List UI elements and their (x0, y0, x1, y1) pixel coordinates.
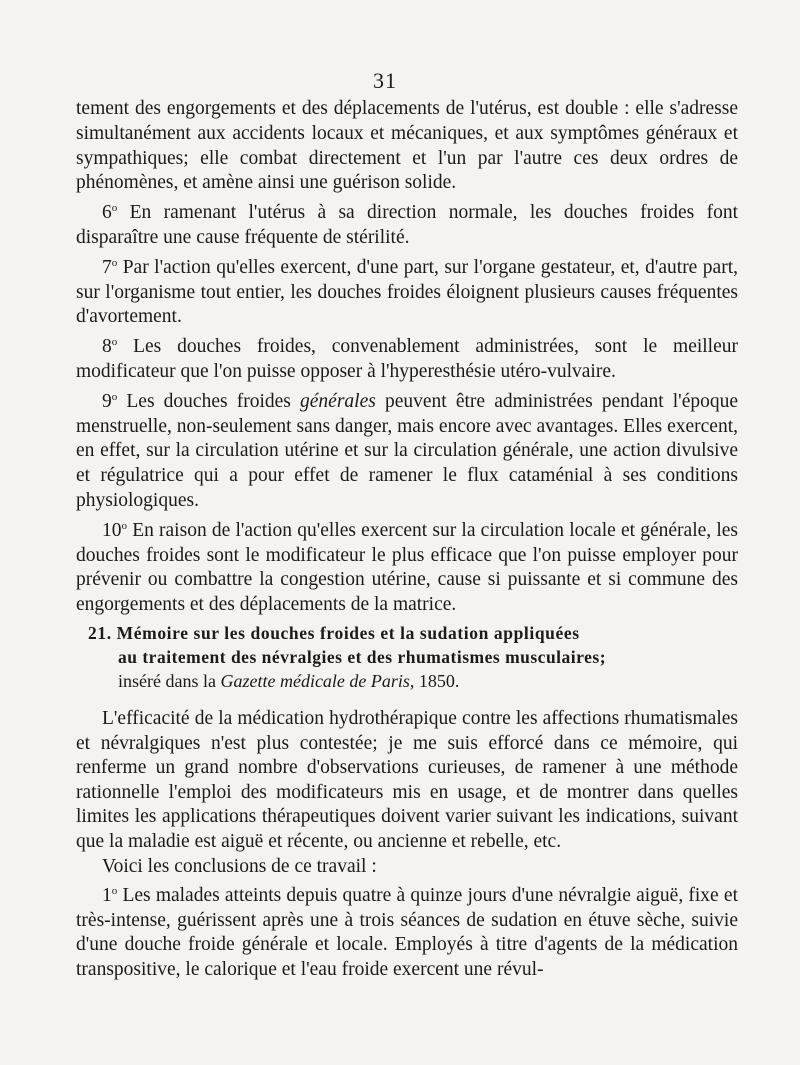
paragraph-text: Par l'action qu'elles exercent, d'une part, sur l'organe gestateur, et, d'autre part, sur l'organisme tout entier, les douches froides éloignent plusieurs causes fréquentes d'avortement. (76, 256, 738, 328)
paragraph-text: Les malades atteints depuis quatre à quinze jours d'une névralgie aiguë, fixe et très-intense, guérissent après une à trois séances de sudation en étuve sèche, suivie d'une douche froide générale et locale. Employés à titre d'agents de la médication transpositive, le calorique et l'eau froide exercent une révul- (76, 885, 738, 980)
heading-title-line2: au traitement des névralgies et des rhumatismes musculaires; (118, 647, 607, 667)
ordinal-marker: o (111, 256, 118, 269)
heading-title-line1 (88, 621, 738, 645)
paragraph-number: 6 (102, 202, 112, 224)
section-douches-conclusions (76, 97, 738, 618)
source-prefix: inséré dans la (118, 671, 221, 691)
heading-title-text: Mémoire sur les douches froides et la sudation appliquées (116, 623, 580, 643)
ordinal-marker: o (111, 336, 118, 349)
paragraph-conclusions-lead: Voici les conclusions de ce travail : (102, 855, 377, 877)
paragraph-continuation: tement des engorgements et des déplacements de l'utérus, est double : elle s'adresse simultanément aux accidents locaux et mécaniques, et aux symptômes généraux et sympathiques; elle combat directement et l'un par l'autre ces deux ordres de phénomènes, et amène ainsi une guérison solide. (76, 98, 738, 194)
page-number: 31 (373, 68, 397, 93)
section-memoire-summary (76, 707, 738, 983)
paragraph-number: 7 (102, 256, 112, 278)
paragraph-number: 8 (102, 336, 112, 358)
paragraph-9 (76, 385, 738, 514)
paragraph-7 (76, 251, 738, 330)
paragraph-number: 1 (102, 885, 112, 907)
heading-source-line (88, 669, 738, 693)
source-journal: Gazette médicale de Paris (220, 671, 410, 691)
paragraph-text: En raison de l'action qu'elles exercent sur la circulation locale et générale, les douches froides sont le modificateur le plus efficace que l'on puisse employer pour prévenir ou combattre la congestion utérine, cause si puissante et si commune des engorgements et des déplacements de la matrice. (76, 519, 738, 616)
paragraph-number: 9 (102, 390, 112, 412)
source-year: , 1850. (409, 671, 460, 691)
paragraph-10 (76, 514, 738, 618)
ordinal-marker: o (111, 885, 118, 898)
paragraph-text: Les douches froides (117, 390, 301, 412)
paragraph-text: En ramenant l'utérus à sa direction normale, les douches froides font disparaître une cause fréquente de stérilité. (76, 202, 738, 248)
ordinal-marker: o (121, 519, 127, 532)
paragraph-number: 10 (102, 519, 122, 541)
ordinal-marker: o (111, 390, 118, 403)
ordinal-marker: o (111, 202, 118, 215)
paragraph-intro: L'efficacité de la médication hydrothérapique contre les affections rhumatismales et névralgiques n'est plus contestée; je me suis efforcé dans ce mémoire, qui renferme un grand nombre d'observations curieuses, de ramener à une méthode rationnelle l'emploi des modificateurs mis en usage, et de montrer dans quelles limites les applications thérapeutiques doivent varier suivant les indications, suivant que la maladie est aiguë et récente, ou ancienne et rebelle, etc. (76, 708, 738, 852)
paragraph-text: peuvent être administrées pendant l'époque menstruelle, non-seulement sans danger, mais encore avec avantages. Elles exercent, en effet, sur la circulation utérine et sur la circulation générale, une action divulsive et régulatrice qui a pour effet de ramener le flux cataménial à ses conditions physiologiques. (76, 390, 738, 511)
paragraph-8 (76, 330, 738, 385)
paragraph-text: Les douches froides, convenablement administrées, sont le meilleur modificateur que l'on puisse opposer à l'hyperesthésie utéro-vulvaire. (76, 336, 738, 382)
entry-number: 21. (88, 623, 112, 643)
paragraph-1 (76, 879, 738, 982)
paragraph-6 (76, 196, 738, 251)
emphasis-text: générales (300, 390, 376, 412)
entry-heading (88, 621, 738, 693)
